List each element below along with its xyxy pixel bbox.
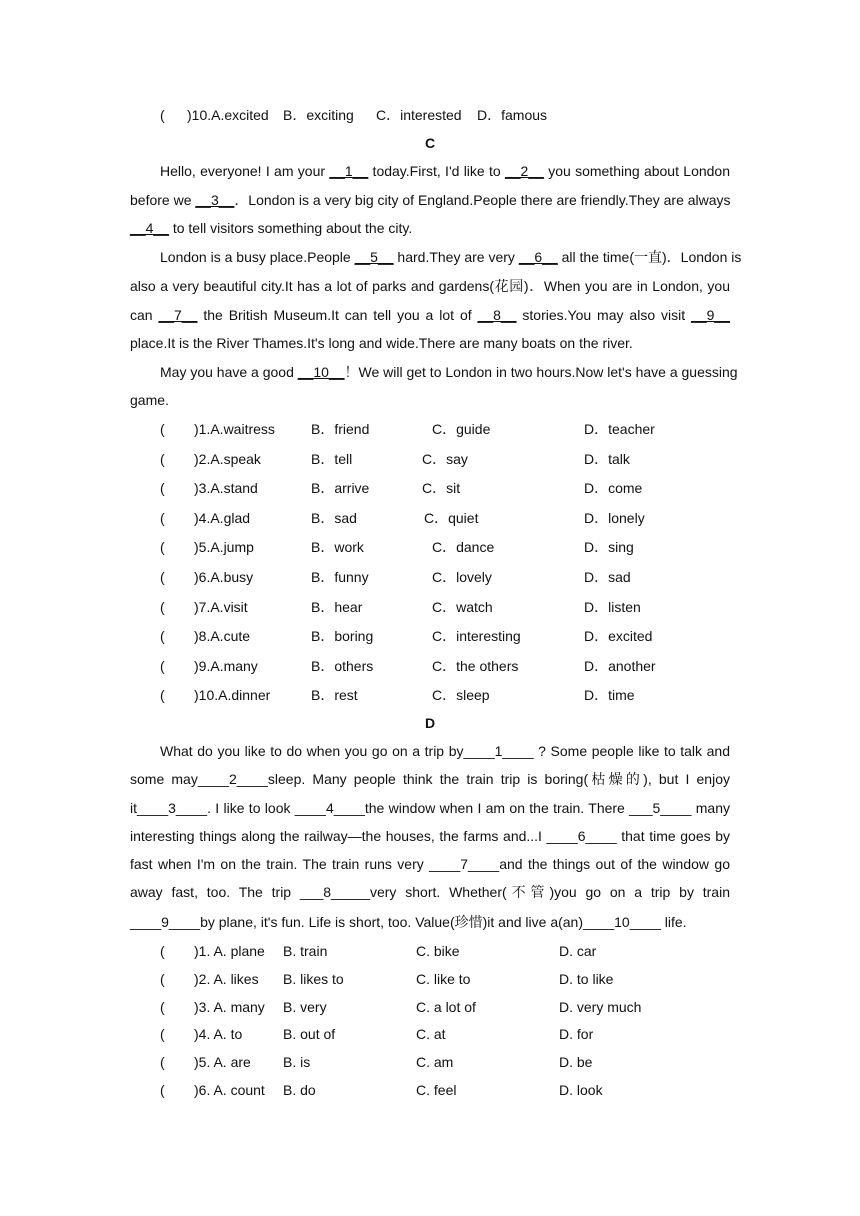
question-stem: )5.A.jump [194,539,254,555]
question-stem: )4. A. to [194,1026,243,1042]
option-c: C．sit [422,480,461,496]
option-d: D．come [584,480,643,496]
question-stem: )10.A.dinner [194,687,271,703]
question-stem: )1. A. plane [194,943,265,959]
option-b: B. train [283,943,328,959]
option-d: D. car [559,943,597,959]
option-b: B．sad [311,510,357,526]
option-d: D．talk [584,451,630,467]
section-d-heading: D [424,715,436,731]
option-d: D．sing [584,539,634,555]
passage-line: before we __3__．London is a very big city of England.People there are friendly.They are always [130,192,731,208]
option-d: D．time [584,687,635,703]
passage-line: fast when I'm on the train. The train runs very ____7____and the things out of the window go [130,856,730,872]
option-d: D. very much [559,999,642,1015]
option-b: B．exciting [283,107,354,123]
answer-bracket: ( [160,943,165,959]
passage-line: it____3____. I like to look ____4____the window when I am on the train. There ___5____ many [130,800,730,816]
passage-line: place.It is the River Thames.It's long and wide.There are many boats on the river. [130,335,633,351]
answer-bracket: ( [160,999,165,1015]
answer-bracket: ( [160,971,165,987]
question-stem: )9.A.many [194,658,258,674]
question-stem: )1.A.waitress [194,421,275,437]
question-stem: )2. A. likes [194,971,259,987]
question-stem: )10.A.excited [187,107,269,123]
option-c: C. like to [416,971,471,987]
option-c: C．say [422,451,468,467]
passage-line: game. [130,392,169,408]
question-stem: )7.A.visit [194,599,248,615]
option-c: C．guide [432,421,491,437]
answer-bracket: ( [160,421,165,437]
option-c: C. at [416,1026,446,1042]
answer-bracket: ( [160,451,165,467]
option-b: B. out of [283,1026,336,1042]
option-d: D．teacher [584,421,655,437]
option-c: C．the others [432,658,519,674]
question-stem: )6.A.busy [194,569,254,585]
option-d: D．listen [584,599,641,615]
passage-line: Hello, everyone! I am your __1__ today.First, I'd like to __2__ you something about London [160,163,730,179]
passage-line: away fast, too. The trip ___8_____very short. Whether(不管)you go on a trip by train [130,884,730,900]
question-stem: )4.A.glad [194,510,251,526]
option-c: C．interested [376,107,462,123]
option-d: D．another [584,658,656,674]
passage-line: ____9____by plane, it's fun. Life is short, too. Value(珍惜)it and live a(an)____10____ life. [130,914,687,930]
answer-bracket: ( [160,569,165,585]
option-b: B．friend [311,421,370,437]
option-b: B. very [283,999,327,1015]
option-c: C．dance [432,539,495,555]
passage-line: some may____2____sleep. Many people think the train trip is boring(枯燥的), but I enjoy [130,771,730,787]
option-c: C. feel [416,1082,457,1098]
option-d: D. for [559,1026,594,1042]
option-b: B．rest [311,687,358,703]
answer-bracket: ( [160,107,165,123]
answer-bracket: ( [160,1054,165,1070]
answer-bracket: ( [160,658,165,674]
passage-line: interesting things along the railway—the houses, the farms and...I ____6____ that time goes by [130,828,730,844]
answer-bracket: ( [160,1026,165,1042]
option-b: B．funny [311,569,369,585]
section-c-heading: C [424,135,436,151]
option-d: D．excited [584,628,653,644]
option-c: C．sleep [432,687,490,703]
option-c: C. am [416,1054,454,1070]
option-d: D. look [559,1082,603,1098]
option-b: B．hear [311,599,363,615]
option-d: D．famous [477,107,548,123]
option-b: B．tell [311,451,353,467]
passage-line: May you have a good __10__！We will get to London in two hours.Now let's have a guessing [160,364,738,380]
question-stem: )3.A.stand [194,480,258,496]
option-b: B．boring [311,628,374,644]
question-stem: )5. A. are [194,1054,251,1070]
passage-line: __4__ to tell visitors something about the city. [130,220,413,236]
answer-bracket: ( [160,687,165,703]
passage-line: also a very beautiful city.It has a lot of parks and gardens(花园)．When you are in London, you [130,278,730,294]
option-c: C. a lot of [416,999,476,1015]
answer-bracket: ( [160,599,165,615]
option-b: B．arrive [311,480,370,496]
question-stem: )6. A. count [194,1082,265,1098]
question-stem: )3. A. many [194,999,265,1015]
passage-line: can __7__ the British Museum.It can tell you a lot of __8__ stories.You may also visit __9__ [130,307,730,323]
answer-bracket: ( [160,539,165,555]
option-d: D. be [559,1054,593,1070]
option-c: C．watch [432,599,493,615]
option-d: D．sad [584,569,631,585]
question-stem: )8.A.cute [194,628,251,644]
option-d: D．lonely [584,510,645,526]
option-c: C. bike [416,943,460,959]
option-b: B．work [311,539,364,555]
option-d: D. to like [559,971,614,987]
answer-bracket: ( [160,480,165,496]
passage-line: London is a busy place.People __5__ hard.They are very __6__ all the time(一直)．London is [160,249,742,265]
option-c: C．lovely [432,569,492,585]
option-b: B．others [311,658,374,674]
answer-bracket: ( [160,510,165,526]
passage-line: What do you like to do when you go on a trip by____1____ ? Some people like to talk and [160,743,730,759]
option-b: B. likes to [283,971,344,987]
option-c: C．quiet [424,510,479,526]
answer-bracket: ( [160,628,165,644]
option-c: C．interesting [432,628,521,644]
answer-bracket: ( [160,1082,165,1098]
option-b: B. is [283,1054,311,1070]
question-stem: )2.A.speak [194,451,261,467]
option-b: B. do [283,1082,316,1098]
